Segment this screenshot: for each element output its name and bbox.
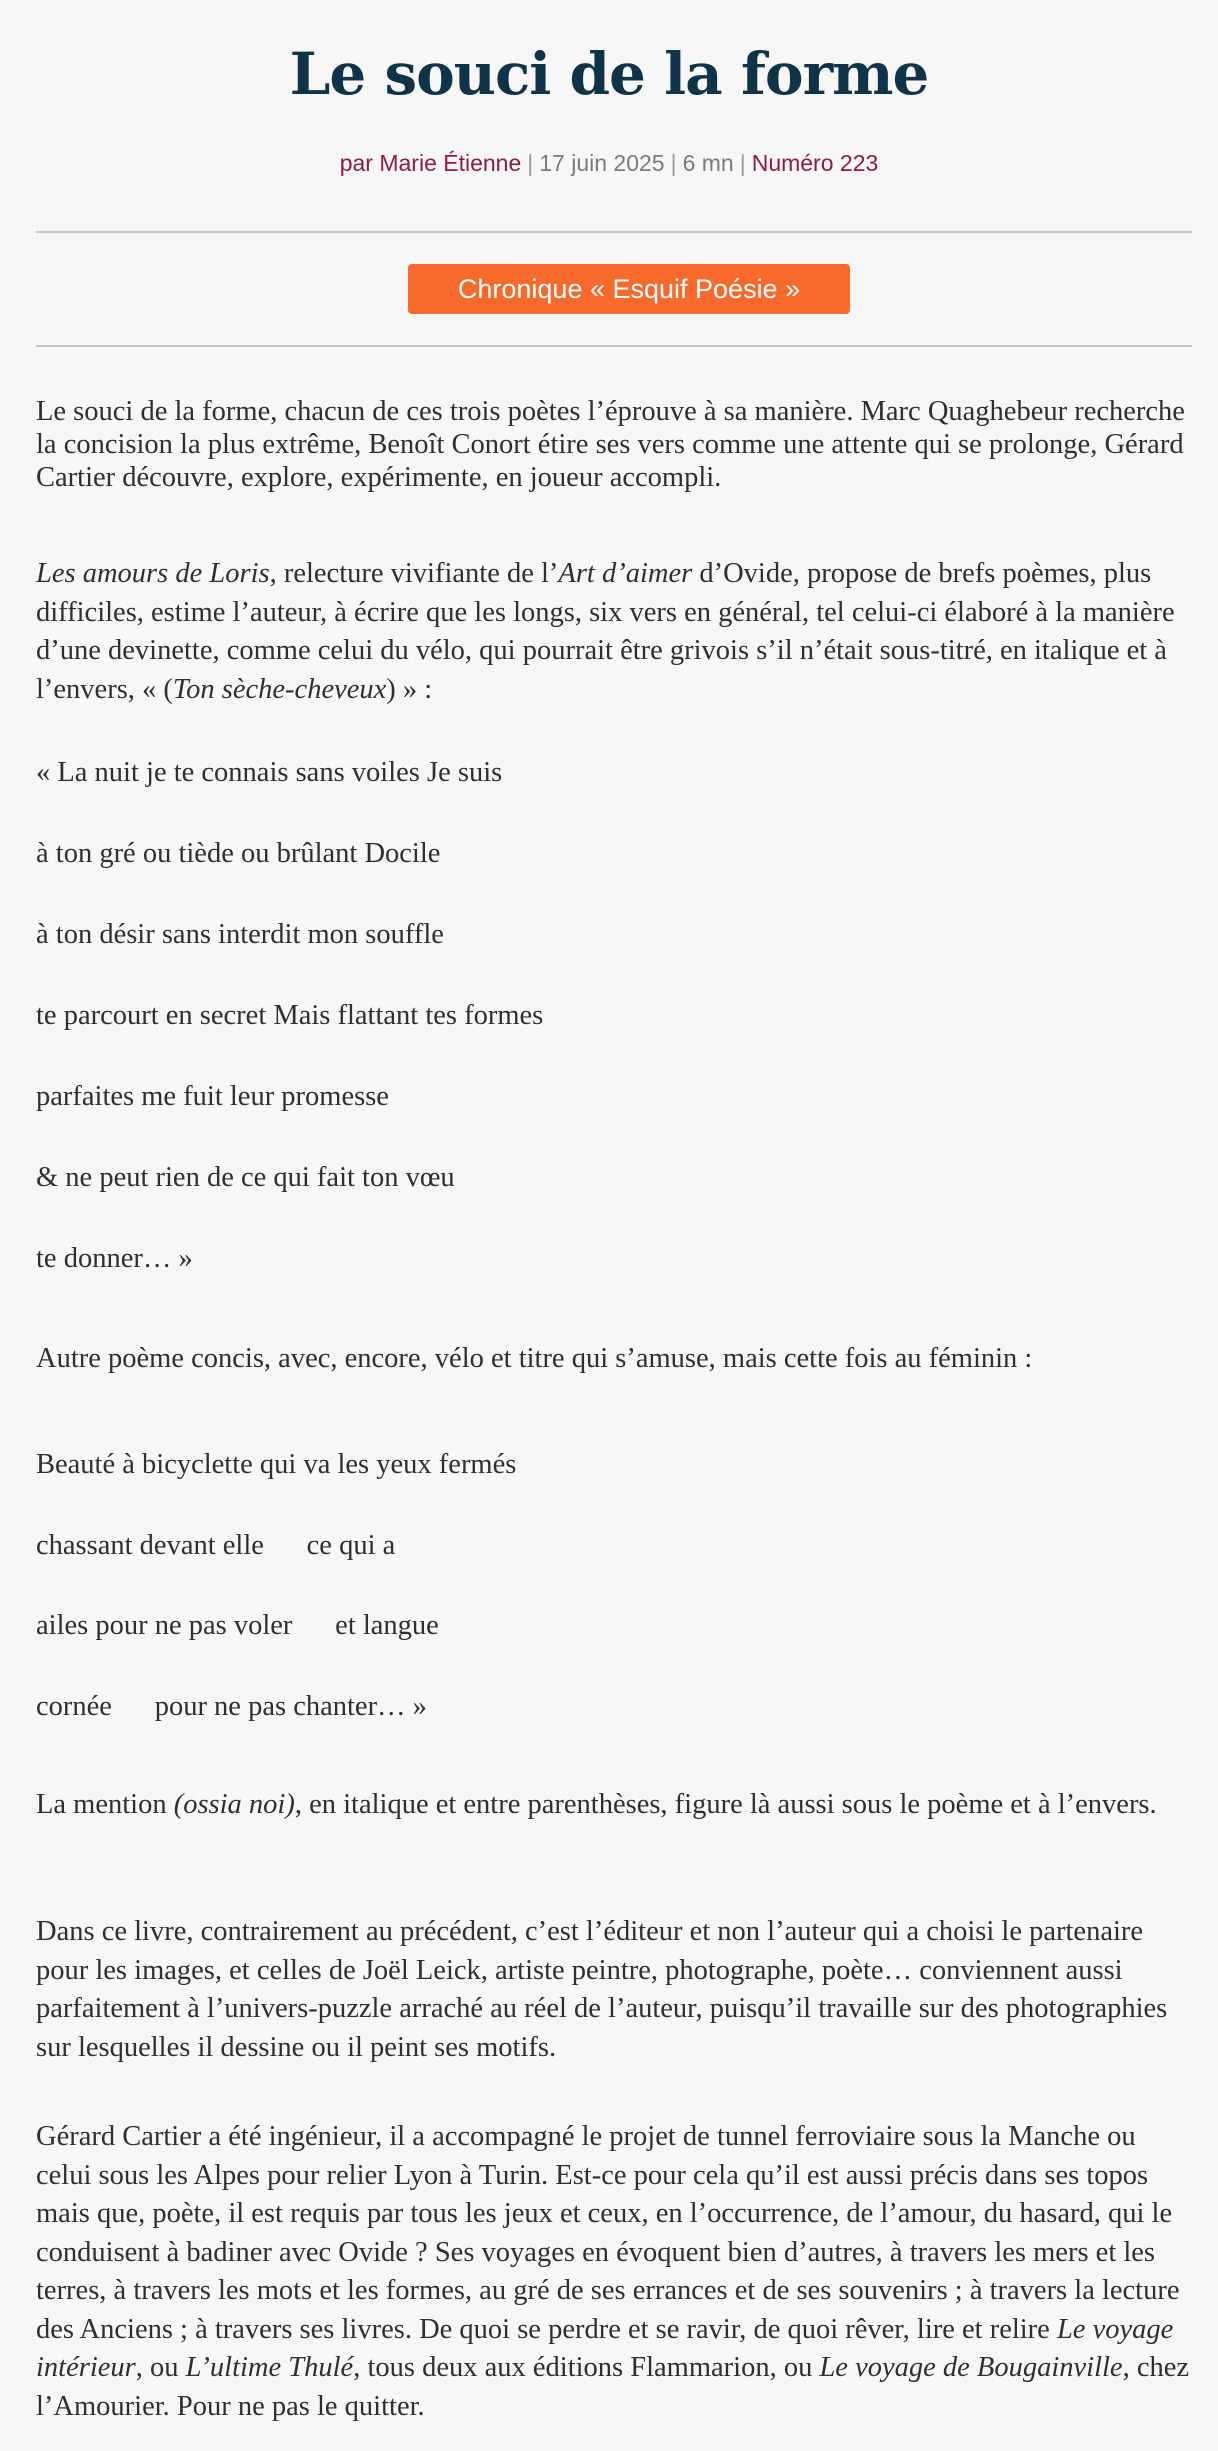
publish-date: 17 juin 2025 [539,150,665,176]
poem-line: cornée pour ne pas chanter… » [36,1691,427,1722]
book-title: L’ultime Thulé [185,2352,354,2383]
paragraph-ossia: La mention (ossia noi), en italique et entre parenthèses, figure là aussi sous le poème et à l’envers. [36,1789,1157,1820]
poem-line: « La nuit je te connais sans voiles Je suis [36,757,503,788]
poem-line: à ton désir sans interdit mon souffle [36,919,444,950]
book-title: Le voyage intérieur [36,2313,1174,2383]
meta-separator: | [527,150,534,176]
poem-line: chassant devant elle ce qui a [36,1530,396,1561]
book-title: Le voyage de Bougainville [819,2352,1123,2383]
poem-line: & ne peut rien de ce qui fait ton vœu [36,1162,455,1193]
page-title: Le souci de la forme [289,40,929,108]
book-title: Art d’aimer [558,558,693,589]
poem-line: parfaites me fuit leur promesse [36,1081,389,1112]
article-meta [0,150,1218,177]
paragraph-loris: Les amours de Loris, relecture vivifiante de l’Art d’aimer d’Ovide, propose de brefs poèmes, plus difficiles, estime l’auteur, à écrire que les longs, six vers en général, tel celui-ci élaboré à la manière d’une devinette, comme celui du vélo, qui pourrait être grivois s’il n’était sous-titré, en italique et à l’envers, « (Ton sèche-cheveux) » : [36,558,1175,705]
category-button[interactable]: Chronique « Esquif Poésie » [408,264,850,314]
divider-top [36,231,1192,233]
divider-bottom [36,345,1192,347]
issue-link[interactable]: Numéro 223 [751,150,879,176]
book-title: Les amours de Loris [36,558,270,589]
poem-line: te parcourt en secret Mais flattant tes formes [36,1000,544,1031]
poem-subtitle: Ton sèche-cheveux [172,673,387,705]
reading-time: 6 mn [682,150,734,176]
intro-paragraph: Le souci de la forme, chacun de ces trois poètes l’éprouve à sa manière. Marc Quaghebeur recherche la concision la plus extrême, Benoît Conort étire ses vers comme une attente qui se prolonge, Gérard Cartier découvre, explore, expérimente, en joueur accompli. [36,396,1185,493]
poem-line: à ton gré ou tiède ou brûlant Docile [36,838,441,869]
poem-line: te donner… » [36,1243,193,1274]
poem-line: Beauté à bicyclette qui va les yeux fermés [36,1449,517,1480]
poem-line: ailes pour ne pas voler et langue [36,1610,439,1641]
meta-separator: | [670,150,677,176]
paragraph-feminine: Autre poème concis, avec, encore, vélo et titre qui s’amuse, mais cette fois au féminin : [36,1343,1033,1374]
meta-separator: | [739,150,746,176]
paragraph-images: Dans ce livre, contrairement au précédent, c’est l’éditeur et non l’auteur qui a choisi le partenaire pour les images, et celles de Joël Leick, artiste peintre, photographe, poète… conviennent aussi parfaitement à l’univers-puzzle arraché au réel de l’auteur, puisqu’il travaille sur des photographies sur lesquelles il dessine ou il peint ses motifs. [36,1916,1168,2063]
author-link[interactable]: par Marie Étienne [339,150,522,176]
paragraph-cartier: Gérard Cartier a été ingénieur, il a accompagné le projet de tunnel ferroviaire sous la Manche ou celui sous les Alpes pour relier Lyon à Turin. Est-ce pour cela qu’il est aussi précis dans ses topos mais que, poète, il est requis par tous les jeux et ceux, en l’occurrence, de l’amour, du hasard, qui le conduisent à badiner avec Ovide ? Ses voyages en évoquent bien d’autres, à travers les mers et les terres, à travers les mots et les formes, au gré de ses errances et de ses souvenirs ; à travers la lecture des Anciens ; à travers ses livres. De quoi se perdre et se ravir, de quoi rêver, lire et relire Le voyage intérieur, ou L’ultime Thulé, tous deux aux éditions Flammarion, ou Le voyage de Bougainville, chez l’Amourier. Pour ne pas le quitter. [36,2121,1190,2422]
